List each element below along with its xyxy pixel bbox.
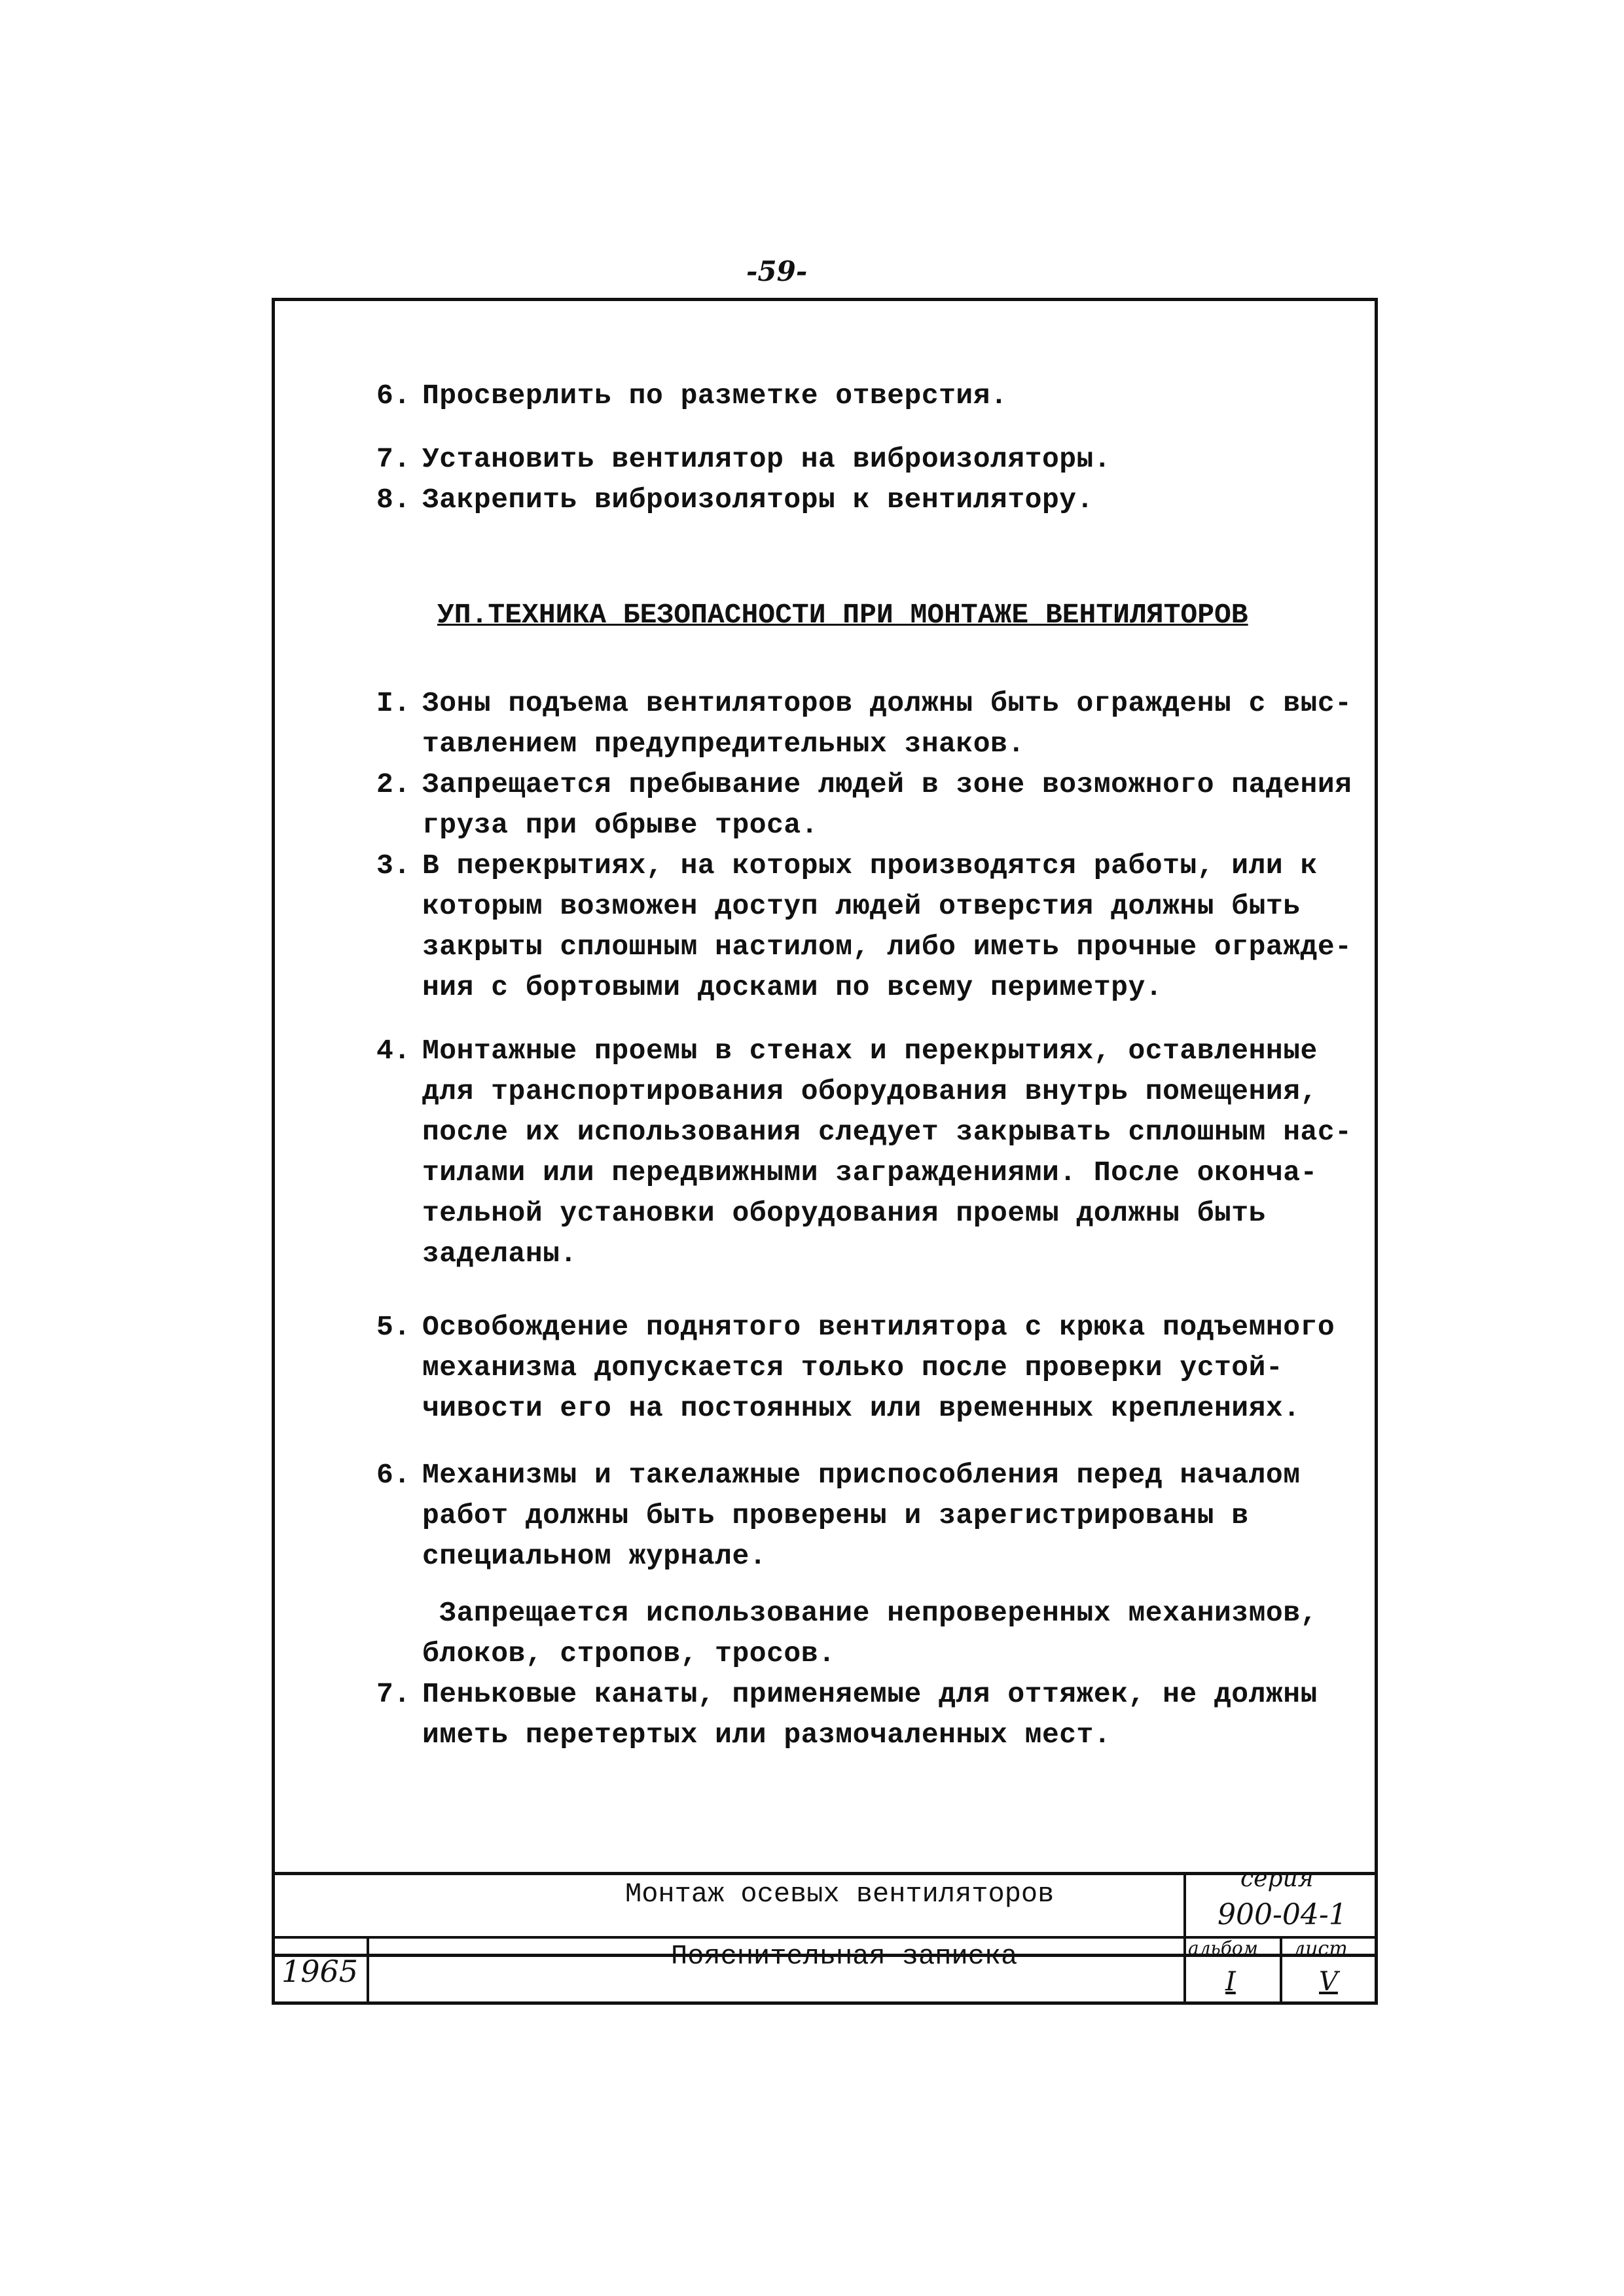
list-line xyxy=(376,1459,1301,1491)
item-number: 5. xyxy=(376,1311,411,1343)
item-text: для транспортирования оборудования внутрь помещения, xyxy=(422,1075,1318,1107)
sheet-value: V xyxy=(1319,1967,1338,1997)
list-line xyxy=(376,443,1111,475)
list-line xyxy=(376,1352,1283,1384)
list-line xyxy=(376,687,1352,719)
list-line xyxy=(376,1075,1318,1107)
title-block-year-divider xyxy=(367,1936,369,2003)
item-number: I. xyxy=(376,687,411,719)
item-text: Освобождение поднятого вентилятора с крюка подъемного xyxy=(422,1311,1335,1343)
item-text: Установить вентилятор на виброизоляторы. xyxy=(422,443,1111,475)
item-text: Монтажные проемы в стенах и перекрытиях, оставленные xyxy=(422,1035,1318,1067)
list-line xyxy=(376,728,1025,760)
series-value: 900-04-1 xyxy=(1218,1898,1347,1931)
item-number: 7. xyxy=(376,443,411,475)
list-line xyxy=(376,1238,577,1270)
item-text: чивости его на постоянных или временных креплениях. xyxy=(422,1392,1301,1424)
list-line xyxy=(376,484,1094,516)
item-number: 6. xyxy=(376,1459,411,1491)
item-text: тельной установки оборудования проемы должны быть xyxy=(422,1197,1266,1229)
title-block-right-rule xyxy=(1375,1872,1378,2003)
list-line xyxy=(376,1392,1301,1424)
series-label: серия xyxy=(1240,1865,1314,1892)
album-value: I xyxy=(1225,1967,1236,1997)
item-text: Запрещается использование непроверенных механизмов, xyxy=(422,1597,1318,1629)
album-label: альбом xyxy=(1188,1937,1258,1959)
item-number: 8. xyxy=(376,484,411,516)
list-line xyxy=(376,971,1163,1003)
item-text: заделаны. xyxy=(422,1238,577,1270)
list-line xyxy=(376,1157,1318,1189)
item-text: механизма допускается только после проверки устой- xyxy=(422,1352,1284,1384)
item-text: Просверлить по разметке отверстия. xyxy=(422,380,1008,412)
list-line xyxy=(376,809,818,841)
list-line xyxy=(376,380,1007,412)
item-number: 6. xyxy=(376,380,411,412)
year-value: 1965 xyxy=(281,1954,359,1989)
item-text: которым возможен доступ людей отверстия должны быть xyxy=(422,890,1301,922)
item-text: специальном журнале. xyxy=(422,1540,767,1572)
drawing-title: Монтаж осевых вентиляторов xyxy=(625,1878,1055,1910)
item-text: Механизмы и такелажные приспособления перед началом xyxy=(422,1459,1301,1491)
item-text: ния с бортовыми досками по всему периметру. xyxy=(422,971,1163,1003)
item-text: Зоны подъема вентиляторов должны быть ограждены с выс- xyxy=(422,687,1352,719)
item-text: Закрепить виброизоляторы к вентилятору. xyxy=(422,484,1094,516)
list-line xyxy=(376,1678,1318,1710)
sheet-label: лист xyxy=(1293,1937,1348,1960)
item-number: 7. xyxy=(376,1678,411,1710)
item-text: работ должны быть проверены и зарегистрированы в xyxy=(422,1499,1249,1532)
list-line xyxy=(376,1116,1352,1148)
title-block-bottom-rule xyxy=(272,2001,1378,2005)
list-line xyxy=(376,850,1318,882)
list-line xyxy=(376,1597,1318,1629)
item-number: 4. xyxy=(376,1035,411,1067)
list-line xyxy=(376,1499,1249,1532)
item-text: после их использования следует закрывать сплошным нас- xyxy=(422,1116,1352,1148)
drawing-subtitle: Пояснительная записка xyxy=(671,1941,1018,1972)
title-block-series-divider xyxy=(1183,1872,1186,2003)
list-line xyxy=(376,931,1352,963)
item-text: блоков, стропов, тросов. xyxy=(422,1638,836,1670)
list-line xyxy=(376,1035,1318,1067)
list-line xyxy=(376,1719,1111,1751)
item-text: груза при обрыве троса. xyxy=(422,809,818,841)
section-heading: УП.ТЕХНИКА БЕЗОПАСНОСТИ ПРИ МОНТАЖЕ ВЕНТИЛЯТОРОВ xyxy=(437,599,1248,631)
page-number: -59- xyxy=(746,255,808,287)
list-line xyxy=(376,890,1301,922)
item-text: В перекрытиях, на которых производятся работы, или к xyxy=(422,850,1318,882)
list-line xyxy=(376,1638,835,1670)
title-block-left-rule xyxy=(272,1872,275,2003)
item-number: 2. xyxy=(376,768,411,800)
item-text: тавлением предупредительных знаков. xyxy=(422,728,1025,760)
list-line xyxy=(376,1540,767,1572)
item-number: 3. xyxy=(376,850,411,882)
item-text: закрыты сплошным настилом, либо иметь прочные огражде- xyxy=(422,931,1352,963)
item-text: Пеньковые канаты, применяемые для оттяжек, не должны xyxy=(422,1678,1318,1710)
title-block-top-rule xyxy=(272,1872,1378,1875)
list-line xyxy=(376,768,1352,800)
item-text: иметь перетертых или размочаленных мест. xyxy=(422,1719,1111,1751)
item-text: Запрещается пребывание людей в зоне возможного падения xyxy=(422,768,1352,800)
item-text: тилами или передвижными заграждениями. После оконча- xyxy=(422,1157,1318,1189)
title-block-sheet-divider xyxy=(1280,1936,1282,2003)
list-line xyxy=(376,1311,1335,1343)
list-line xyxy=(376,1197,1266,1229)
